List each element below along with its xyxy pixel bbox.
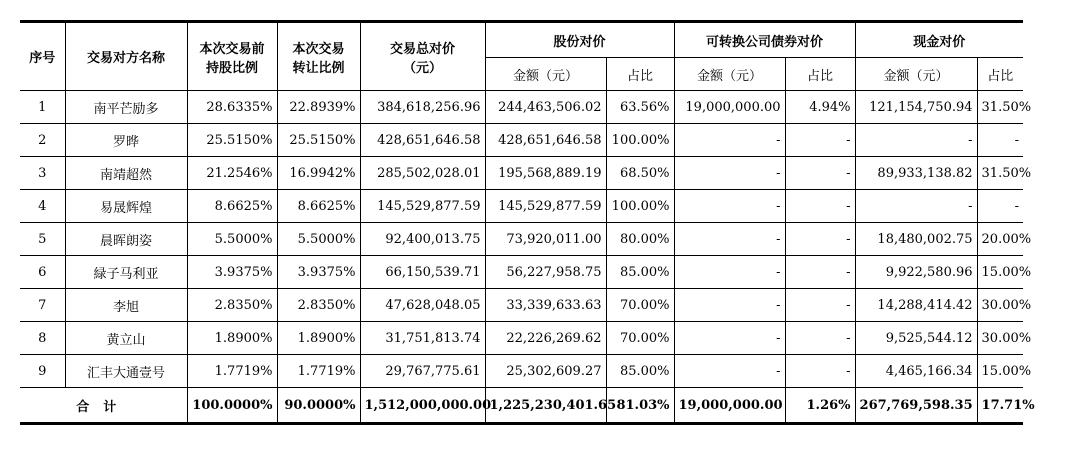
row-share-amount: 22,226,269.62 [485, 322, 606, 355]
total-bond-amount: 19,000,000.00 [674, 388, 785, 424]
row-bond-ratio: - [785, 355, 855, 388]
total-consideration: 1,512,000,000.00 [360, 388, 485, 424]
row-seq: 9 [20, 355, 65, 388]
row-bond-amount: - [674, 322, 785, 355]
row-transfer-ratio: 3.9375% [277, 256, 360, 289]
header-total-consideration-line1: 交易总对价 [389, 41, 455, 57]
transaction-consideration-table-wrapper [20, 20, 1035, 425]
row-cash-ratio: 31.50% [977, 91, 1023, 124]
row-transfer-ratio: 25.5150% [277, 124, 360, 157]
row-pre-transaction-ratio: 1.8900% [187, 322, 277, 355]
total-share-ratio: 81.03% [606, 388, 674, 424]
row-bond-ratio: - [785, 289, 855, 322]
table-row [20, 256, 1023, 289]
row-transfer-ratio: 1.8900% [277, 322, 360, 355]
row-total-consideration: 31,751,813.74 [360, 322, 485, 355]
row-share-amount: 195,568,889.19 [485, 157, 606, 190]
row-share-amount: 56,227,958.75 [485, 256, 606, 289]
header-bond-consideration: 可转换公司债券对价 [674, 22, 855, 58]
row-seq: 5 [20, 223, 65, 256]
header-pre-transaction-holding-ratio-line1: 本次交易前 [199, 41, 265, 57]
row-share-ratio: 68.50% [606, 157, 674, 190]
row-pre-transaction-ratio: 21.2546% [187, 157, 277, 190]
row-counterparty-name: 易晟辉煌 [65, 190, 187, 223]
total-cash-amount: 267,769,598.35 [855, 388, 977, 424]
row-cash-amount: 121,154,750.94 [855, 91, 977, 124]
row-bond-amount: - [674, 124, 785, 157]
header-cash-ratio: 占比 [977, 58, 1023, 91]
row-share-amount: 428,651,646.58 [485, 124, 606, 157]
row-counterparty-name: 緑子马利亚 [65, 256, 187, 289]
row-counterparty-name: 南平芒励多 [65, 91, 187, 124]
header-pre-transaction-holding-ratio-line2: 持股比例 [205, 60, 258, 76]
table-row [20, 124, 1023, 157]
row-transfer-ratio: 1.7719% [277, 355, 360, 388]
table-body [20, 91, 1032, 388]
header-pre-transaction-holding-ratio [187, 22, 277, 91]
header-seq: 序号 [20, 22, 65, 91]
row-cash-amount: 18,480,002.75 [855, 223, 977, 256]
row-share-amount: 244,463,506.02 [485, 91, 606, 124]
header-transfer-ratio [277, 22, 360, 91]
row-bond-ratio: - [785, 256, 855, 289]
total-pre-transaction-ratio: 100.0000% [187, 388, 277, 424]
row-cash-ratio: 30.00% [977, 289, 1023, 322]
row-total-consideration: 145,529,877.59 [360, 190, 485, 223]
row-total-consideration: 66,150,539.71 [360, 256, 485, 289]
row-counterparty-name: 汇丰大通壹号 [65, 355, 187, 388]
row-share-amount: 33,339,633.63 [485, 289, 606, 322]
row-cash-ratio: 30.00% [977, 322, 1023, 355]
row-bond-amount: - [674, 157, 785, 190]
row-transfer-ratio: 16.9942% [277, 157, 360, 190]
table-row [20, 322, 1023, 355]
table-footer [20, 388, 1035, 424]
header-share-ratio: 占比 [606, 58, 674, 91]
row-pre-transaction-ratio: 3.9375% [187, 256, 277, 289]
header-transfer-ratio-line1: 本次交易 [292, 41, 345, 57]
row-cash-ratio: - [977, 190, 1023, 223]
total-cash-ratio: 17.71% [981, 397, 1035, 413]
row-total-consideration: 428,651,646.58 [360, 124, 485, 157]
row-cash-ratio: - [977, 124, 1023, 157]
row-pre-transaction-ratio: 2.8350% [187, 289, 277, 322]
row-seq: 8 [20, 322, 65, 355]
row-total-consideration: 92,400,013.75 [360, 223, 485, 256]
row-bond-amount: - [674, 355, 785, 388]
row-share-amount: 25,302,609.27 [485, 355, 606, 388]
row-seq: 1 [20, 91, 65, 124]
total-row [20, 388, 1023, 424]
row-cash-ratio: 15.00% [977, 256, 1023, 289]
row-share-ratio: 70.00% [606, 289, 674, 322]
header-share-consideration: 股份对价 [485, 22, 674, 58]
table-header [20, 22, 1023, 91]
total-share-amount: 1,225,230,401.65 [485, 388, 606, 424]
row-share-ratio: 100.00% [606, 124, 674, 157]
row-bond-ratio: - [785, 124, 855, 157]
table-row [20, 91, 1023, 124]
row-bond-ratio: - [785, 190, 855, 223]
row-bond-amount: 19,000,000.00 [674, 91, 785, 124]
row-cash-amount: 4,465,166.34 [855, 355, 977, 388]
row-bond-amount: - [674, 190, 785, 223]
row-share-ratio: 100.00% [606, 190, 674, 223]
row-transfer-ratio: 22.8939% [277, 91, 360, 124]
row-bond-ratio: - [785, 223, 855, 256]
row-pre-transaction-ratio: 28.6335% [187, 91, 277, 124]
row-cash-ratio: 15.00% [977, 355, 1023, 388]
row-transfer-ratio: 8.6625% [277, 190, 360, 223]
table-row [20, 223, 1023, 256]
row-counterparty-name: 黄立山 [65, 322, 187, 355]
row-bond-amount: - [674, 289, 785, 322]
header-counterparty-name: 交易对方名称 [65, 22, 187, 91]
row-counterparty-name: 罗晔 [65, 124, 187, 157]
row-total-consideration: 47,628,048.05 [360, 289, 485, 322]
row-cash-amount: 9,922,580.96 [855, 256, 977, 289]
row-pre-transaction-ratio: 25.5150% [187, 124, 277, 157]
total-label: 合计 [20, 388, 187, 424]
header-total-consideration [360, 22, 485, 91]
row-seq: 6 [20, 256, 65, 289]
row-seq: 7 [20, 289, 65, 322]
row-bond-ratio: - [785, 322, 855, 355]
row-cash-amount: - [855, 190, 977, 223]
header-bond-ratio: 占比 [785, 58, 855, 91]
row-bond-ratio: 4.94% [785, 91, 855, 124]
header-cash-amount: 金额（元） [855, 58, 977, 91]
row-transfer-ratio: 2.8350% [277, 289, 360, 322]
row-cash-ratio: 20.00% [977, 223, 1023, 256]
table-row [20, 289, 1023, 322]
row-seq: 4 [20, 190, 65, 223]
row-total-consideration: 29,767,775.61 [360, 355, 485, 388]
row-pre-transaction-ratio: 1.7719% [187, 355, 277, 388]
row-seq: 2 [20, 124, 65, 157]
header-cash-consideration: 现金对价 [855, 22, 1023, 58]
header-bond-amount: 金额（元） [674, 58, 785, 91]
row-share-ratio: 63.56% [606, 91, 674, 124]
row-share-amount: 73,920,011.00 [485, 223, 606, 256]
row-share-ratio: 85.00% [606, 355, 674, 388]
row-total-consideration: 384,618,256.96 [360, 91, 485, 124]
table-row [20, 355, 1023, 388]
total-bond-ratio: 1.26% [785, 388, 855, 424]
row-cash-amount: - [855, 124, 977, 157]
row-counterparty-name: 晨晖朗姿 [65, 223, 187, 256]
row-pre-transaction-ratio: 8.6625% [187, 190, 277, 223]
table-row [20, 157, 1023, 190]
row-bond-ratio: - [785, 157, 855, 190]
row-counterparty-name: 李旭 [65, 289, 187, 322]
row-cash-amount: 14,288,414.42 [855, 289, 977, 322]
row-cash-ratio: 31.50% [977, 157, 1023, 190]
row-bond-amount: - [674, 256, 785, 289]
row-share-ratio: 85.00% [606, 256, 674, 289]
transaction-consideration-table [20, 20, 1035, 425]
row-counterparty-name: 南靖超然 [65, 157, 187, 190]
row-cash-amount: 89,933,138.82 [855, 157, 977, 190]
row-share-ratio: 70.00% [606, 322, 674, 355]
row-bond-amount: - [674, 223, 785, 256]
header-share-amount: 金额（元） [485, 58, 606, 91]
row-seq: 3 [20, 157, 65, 190]
header-transfer-ratio-line2: 转让比例 [292, 60, 345, 76]
header-total-consideration-line2: （元） [402, 60, 442, 76]
table-row [20, 190, 1023, 223]
row-share-amount: 145,529,877.59 [485, 190, 606, 223]
row-total-consideration: 285,502,028.01 [360, 157, 485, 190]
row-share-ratio: 80.00% [606, 223, 674, 256]
row-pre-transaction-ratio: 5.5000% [187, 223, 277, 256]
row-transfer-ratio: 5.5000% [277, 223, 360, 256]
total-transfer-ratio: 90.0000% [277, 388, 360, 424]
row-cash-amount: 9,525,544.12 [855, 322, 977, 355]
